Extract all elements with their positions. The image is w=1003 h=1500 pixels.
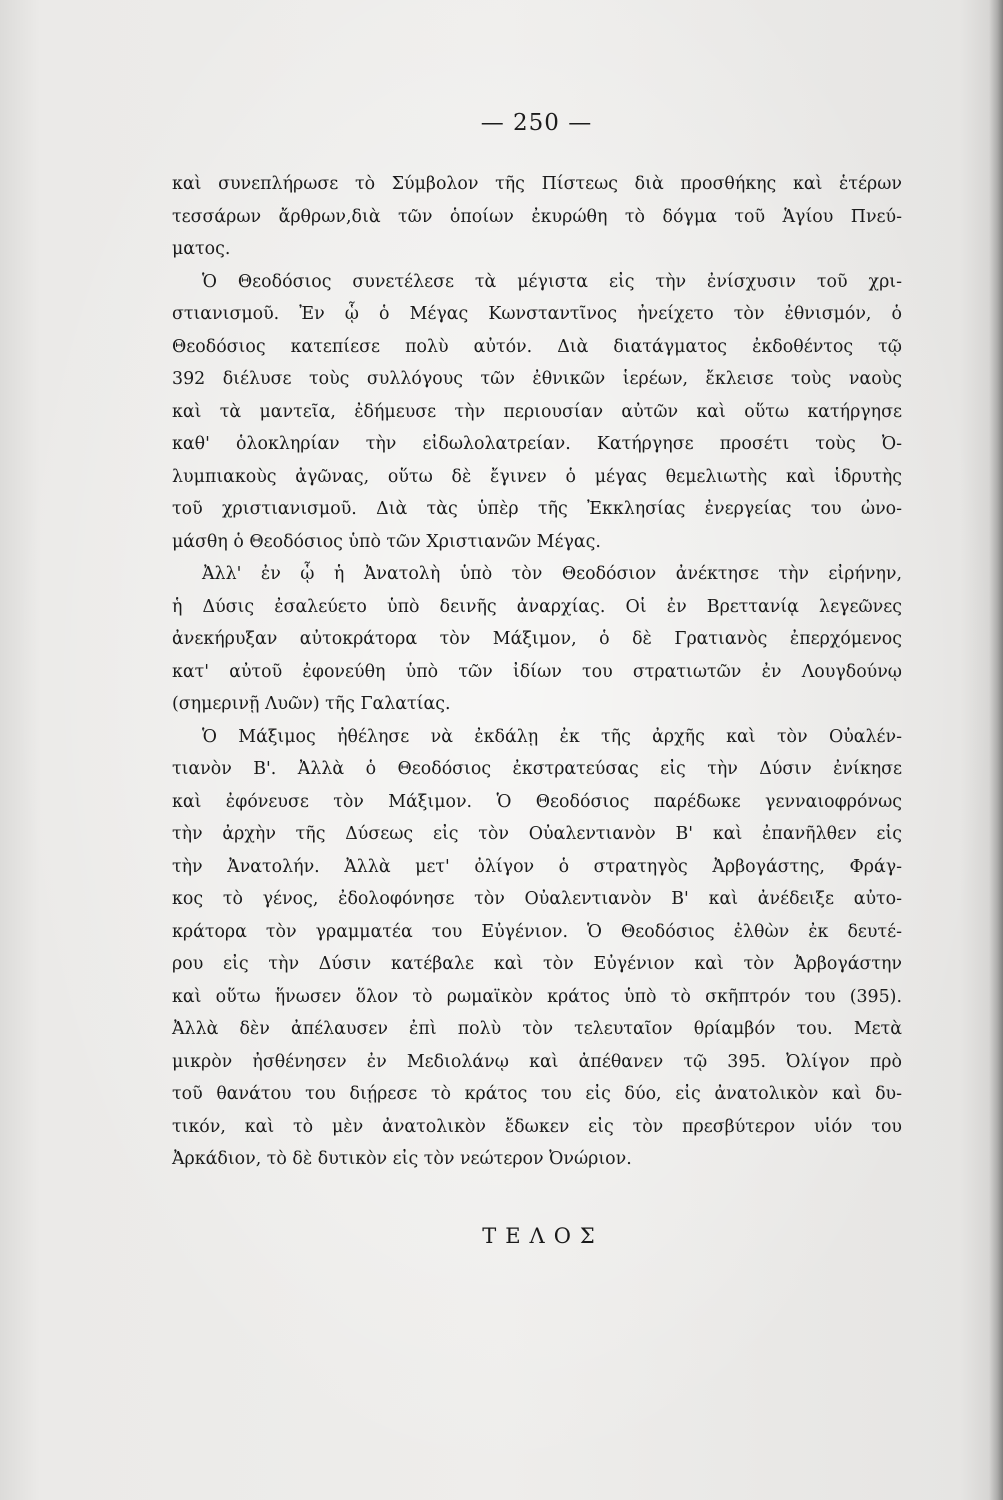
text-line: καὶ ἐφόνευσε τὸν Μάξιμον. Ὁ Θεοδόσιος παρέδωκε γενναιοφρόνως — [172, 791, 902, 812]
text-line: 392 διέλυσε τοὺς συλλόγους τῶν ἐθνικῶν ἱερέων, ἔκλεισε τοὺς ναοὺς — [172, 369, 902, 389]
text-line: τικόν, καὶ τὸ μὲν ἀνατολικὸν ἔδωκεν εἰς τὸν πρεσβύτερον υἱόν του — [172, 1116, 902, 1137]
text-line: Θεοδόσιος κατεπίεσε πολὺ αὐτόν. Διὰ διατάγματος ἐκδοθέντος τῷ — [172, 336, 902, 357]
text-line: ἀνεκήρυξαν αὐτοκράτορα τὸν Μάξιμον, ὁ δὲ Γρατιανὸς ἐπερχόμενος — [172, 629, 902, 649]
page-fold-shadow — [989, 0, 1003, 1500]
end-word: ΤΕΛΟΣ — [482, 1224, 604, 1248]
text-line: μάσθη ὁ Θεοδόσιος ὑπὸ τῶν Χριστιανῶν Μέγας. — [172, 531, 601, 552]
text-line: Ὁ Θεοδόσιος συνετέλεσε τὰ μέγιστα εἰς τὴν ἐνίσχυσιν τοῦ χρι- — [202, 271, 902, 292]
text-line: Ἀλλ' ἐν ᾧ ἡ Ἀνατολὴ ὑπὸ τὸν Θεοδόσιον ἀνέκτησε τὴν εἰρήνην, — [202, 564, 902, 584]
text-line: (σημερινῇ Λυῶν) τῆς Γαλατίας. — [172, 694, 451, 714]
text-line: κράτορα τὸν γραμματέα του Εὐγένιον. Ὁ Θεοδόσιος ἐλθὼν ἐκ δευτέ- — [172, 921, 902, 942]
text-line: τιανὸν Β'. Ἀλλὰ ὁ Θεοδόσιος ἐκστρατεύσας εἰς τὴν Δύσιν ἐνίκησε — [172, 759, 902, 779]
text-line: καὶ συνεπλήρωσε τὸ Σύμβολον τῆς Πίστεως διὰ προσθήκης καὶ ἑτέρων — [172, 174, 902, 194]
text-line: τοῦ θανάτου του διῄρεσε τὸ κράτος του εἰς δύο, εἰς ἀνατολικὸν καὶ δυ- — [172, 1084, 902, 1104]
text-line: Ἀλλὰ δὲν ἀπέλαυσεν ἐπὶ πολὺ τὸν τελευταῖον θρίαμβόν του. Μετὰ — [172, 1019, 902, 1039]
text-line: ρου εἰς τὴν Δύσιν κατέβαλε καὶ τὸν Εὐγένιον καὶ τὸν Ἀρβογάστην — [172, 954, 902, 974]
page-number: — 250 — — [480, 110, 593, 136]
text-line: Ἀρκάδιον, τὸ δὲ δυτικὸν εἰς τὸν νεώτερον Ὀνώριον. — [172, 1149, 632, 1169]
text-line: καθ' ὁλοκληρίαν τὴν εἰδωλολατρείαν. Κατήργησε προσέτι τοὺς Ὀ- — [172, 434, 902, 454]
text-line: κατ' αὐτοῦ ἐφονεύθη ὑπὸ τῶν ἰδίων του στρατιωτῶν ἐν Λουγδούνῳ — [172, 661, 902, 682]
text-line: κος τὸ γένος, ἐδολοφόνησε τὸν Οὐαλεντιανὸν Β' καὶ ἀνέδειξε αὐτο- — [172, 889, 902, 909]
text-line: μικρὸν ἠσθένησεν ἐν Μεδιολάνῳ καὶ ἀπέθανεν τῷ 395. Ὀλίγον πρὸ — [172, 1051, 902, 1072]
text-line: ματος. — [172, 239, 231, 259]
text-line: τὴν ἀρχὴν τῆς Δύσεως εἰς τὸν Οὐαλεντιανὸν Β' καὶ ἐπανῆλθεν εἰς — [172, 824, 902, 844]
text-line: στιανισμοῦ. Ἐν ᾧ ὁ Μέγας Κωνσταντῖνος ἠνείχετο τὸν ἐθνισμόν, ὁ — [172, 304, 902, 324]
text-line: τεσσάρων ἄρθρων,διὰ τῶν ὁποίων ἐκυρώθη τὸ δόγμα τοῦ Ἁγίου Πνεύ- — [172, 206, 902, 227]
text-line: Ὁ Μάξιμος ἠθέλησε νὰ ἐκδάλῃ ἐκ τῆς ἀρχῆς καὶ τὸν Οὐαλέν- — [202, 726, 902, 747]
text-line: λυμπιακοὺς ἀγῶνας, οὕτω δὲ ἔγινεν ὁ μέγας θεμελιωτὴς καὶ ἱδρυτὴς — [172, 466, 902, 487]
text-line: τὴν Ἀνατολήν. Ἀλλὰ μετ' ὀλίγον ὁ στρατηγὸς Ἀρβογάστης, Φράγ- — [172, 856, 902, 877]
text-line: ἡ Δύσις ἐσαλεύετο ὑπὸ δεινῆς ἀναρχίας. Οἱ ἐν Βρεττανίᾳ λεγεῶνες — [172, 596, 902, 617]
text-line: καὶ οὕτω ἥνωσεν ὅλον τὸ ρωμαϊκὸν κράτος ὑπὸ τὸ σκῆπτρόν του (395). — [172, 986, 902, 1007]
text-line: τοῦ χριστιανισμοῦ. Διὰ τὰς ὑπὲρ τῆς Ἐκκλησίας ἐνεργείας του ὠνο- — [172, 499, 902, 519]
text-line: καὶ τὰ μαντεῖα, ἐδήμευσε τὴν περιουσίαν αὐτῶν καὶ οὕτω κατήργησε — [172, 401, 902, 422]
body-text — [172, 168, 902, 1176]
